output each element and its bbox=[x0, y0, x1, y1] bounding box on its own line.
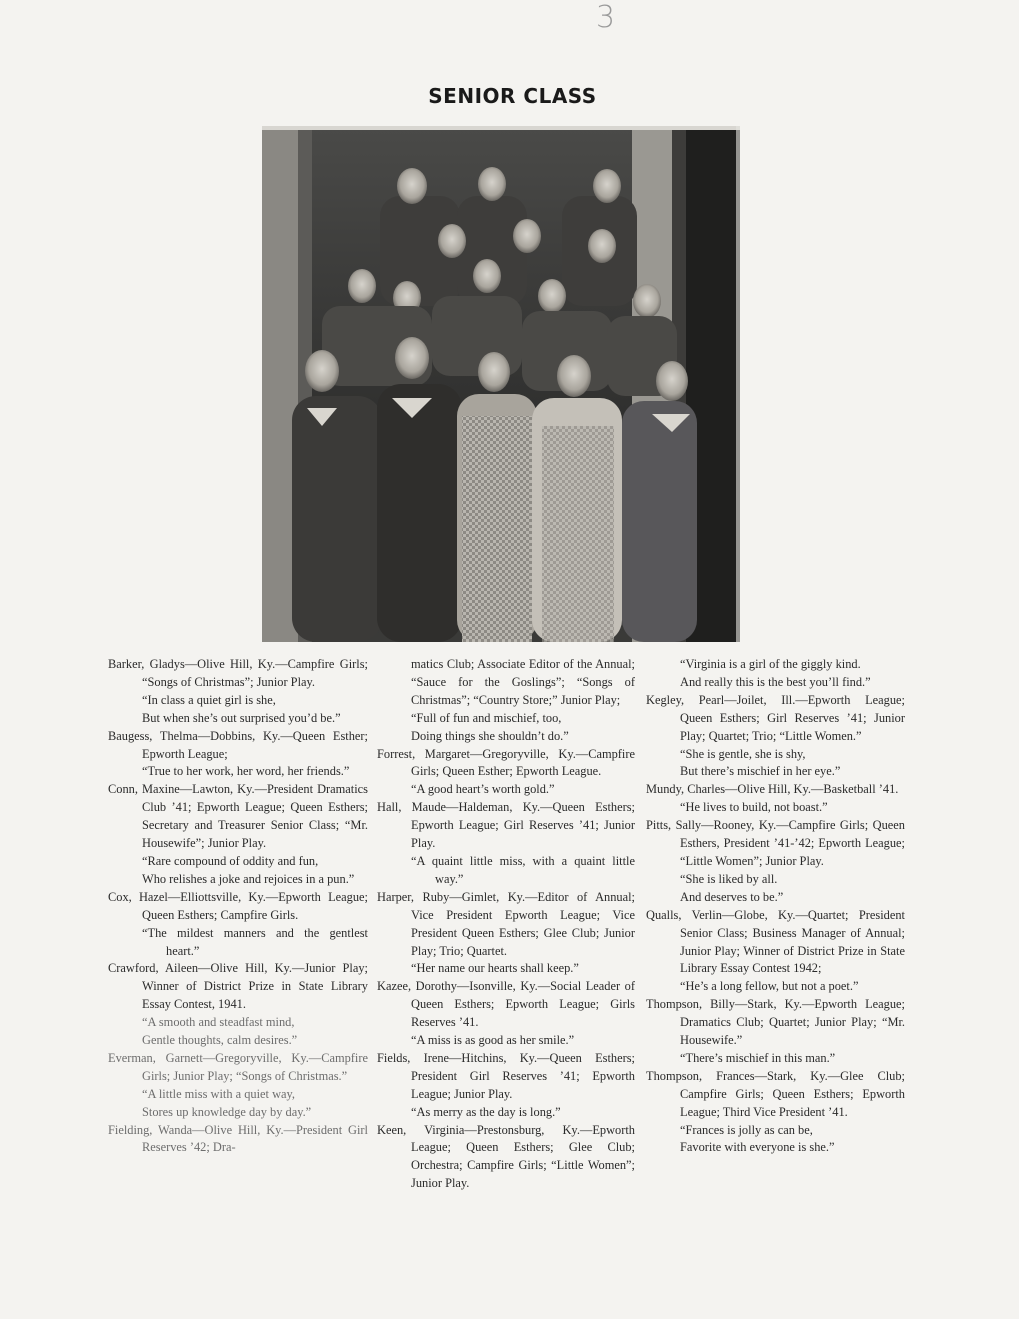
bio-entry-quote bbox=[108, 692, 368, 728]
quote-line: “A quaint little miss, with a quaint little way.” bbox=[411, 853, 635, 886]
bio-entry-head: Qualls, Verlin—Globe, Ky.—Quartet; President Senior Class; Business Manager of Annual; Junior Play; Winner of District Prize in State Library Essay Contest 1942; bbox=[646, 907, 905, 976]
bio-entry-quote bbox=[377, 1104, 635, 1122]
bio-entry-quote bbox=[646, 746, 905, 782]
bio-entry-quote bbox=[377, 710, 635, 746]
bio-entry-head: Everman, Garnett—Gregoryville, Ky.—Campfire Girls; Junior Play; “Songs of Christmas.” bbox=[108, 1050, 368, 1083]
bio-entry-quote bbox=[646, 1122, 905, 1158]
bio-entry bbox=[377, 978, 635, 1050]
bio-entry-head: Baugess, Thelma—Dobbins, Ky.—Queen Esther; Epworth League; bbox=[108, 728, 368, 761]
bio-entry-quote bbox=[377, 781, 635, 799]
quote-line: Gentle thoughts, calm desires.” bbox=[142, 1033, 298, 1048]
biography-columns bbox=[0, 656, 1019, 1316]
bio-entry-head: Mundy, Charles—Olive Hill, Ky.—Basketball ’41. bbox=[646, 782, 899, 797]
quote-line: And really this is the best you’ll find.” bbox=[680, 674, 871, 689]
bio-entry-head: Fielding, Wanda—Olive Hill, Ky.—President Girl Reserves ’42; Dra- bbox=[108, 1122, 368, 1155]
bio-entry-quote bbox=[108, 1014, 368, 1050]
quote-line: “He lives to build, not boast.” bbox=[680, 800, 828, 815]
quote-line: “She is gentle, she is shy, bbox=[680, 746, 806, 761]
bio-entry-quote bbox=[108, 925, 368, 961]
bio-entry-head: Kazee, Dorothy—Isonville, Ky.—Social Leader of Queen Esthers; Epworth League; Girls Reserves ’41. bbox=[377, 979, 635, 1030]
bio-entry-quote bbox=[646, 799, 905, 817]
bio-entry bbox=[377, 746, 635, 800]
bio-entry bbox=[108, 656, 368, 728]
page-title: SENIOR CLASS bbox=[428, 84, 597, 108]
bio-entry-quote bbox=[646, 656, 905, 692]
bio-entry-head: Hall, Maude—Haldeman, Ky.—Queen Esthers; Epworth League; Girl Reserves ’41; Junior Play. bbox=[377, 800, 635, 851]
bio-entry bbox=[108, 1122, 368, 1158]
bio-entry bbox=[646, 907, 905, 997]
bio-entry bbox=[108, 889, 368, 961]
bio-entry-quote bbox=[377, 960, 635, 978]
bio-entry bbox=[646, 817, 905, 907]
bio-entry-continuation: matics Club; Associate Editor of the Annual; “Sauce for the Goslings”; “Songs of Christmas”; “Country Store;” Junior Play; bbox=[411, 657, 635, 707]
column-2 bbox=[377, 656, 635, 1193]
bio-entry-quote bbox=[108, 1086, 368, 1122]
quote-line: “Rare compound of oddity and fun, bbox=[142, 853, 319, 868]
bio-entry-head: Keen, Virginia—Prestonsburg, Ky.—Epworth League; Queen Esthers; Glee Club; Orchestra; Campfire Girls; “Little Women”; Junior Play. bbox=[377, 1122, 635, 1191]
bio-entry-head: Conn, Maxine—Lawton, Ky.—President Dramatics Club ’41; Epworth League; Queen Esthers; Secretary and Treasurer Senior Class; “Mr. Housewife”; Junior Play. bbox=[108, 782, 368, 851]
bio-entry-head: Harper, Ruby—Gimlet, Ky.—Editor of Annual; Vice President Epworth League; Vice President Queen Esthers; Glee Club; Junior Play; Trio; Quartet. bbox=[377, 889, 635, 958]
bio-entry-quote bbox=[108, 763, 368, 781]
bio-entry bbox=[646, 1068, 905, 1158]
bio-entry-head: Thompson, Frances—Stark, Ky.—Glee Club; Campfire Girls; Queen Esthers; Epworth League; Third Vice President ’41. bbox=[646, 1068, 905, 1119]
quote-line: “Frances is jolly as can be, bbox=[680, 1122, 813, 1137]
quote-line: “A good heart’s worth gold.” bbox=[411, 782, 555, 797]
bio-entry-head: Kegley, Pearl—Joilet, Ill.—Epworth League; Queen Esthers; Girl Reserves ’41; Junior Play; Quartet; Trio; “Little Women.” bbox=[646, 692, 905, 743]
bio-entry bbox=[377, 799, 635, 889]
bio-entry-quote bbox=[108, 853, 368, 889]
quote-line: Doing things she shouldn’t do.” bbox=[411, 728, 569, 743]
bio-entry-quote bbox=[377, 1032, 635, 1050]
quote-line: “As merry as the day is long.” bbox=[411, 1104, 561, 1119]
class-group-photo bbox=[262, 126, 740, 642]
quote-line: “A miss is as good as her smile.” bbox=[411, 1033, 575, 1048]
bio-entry bbox=[108, 728, 368, 782]
bio-entry-head: Forrest, Margaret—Gregoryville, Ky.—Campfire Girls; Queen Esther; Epworth League. bbox=[377, 746, 635, 779]
quote-line: Who relishes a joke and rejoices in a pun.” bbox=[142, 871, 355, 886]
class-group-photo-icon bbox=[262, 126, 740, 642]
quote-line: And deserves to be.” bbox=[680, 889, 784, 904]
quote-line: “In class a quiet girl is she, bbox=[142, 692, 276, 707]
page-number: 3 bbox=[596, 0, 616, 35]
quote-line: Favorite with everyone is she.” bbox=[680, 1140, 835, 1155]
quote-line: “True to her work, her word, her friends.” bbox=[142, 764, 350, 779]
quote-line: Stores up knowledge day by day.” bbox=[142, 1104, 312, 1119]
quote-line: “There’s mischief in this man.” bbox=[680, 1050, 836, 1065]
bio-entry bbox=[646, 996, 905, 1068]
bio-entry bbox=[108, 960, 368, 1050]
column-3 bbox=[646, 656, 905, 1157]
quote-line: “Her name our hearts shall keep.” bbox=[411, 961, 579, 976]
quote-line: “Full of fun and mischief, too, bbox=[411, 710, 562, 725]
column-1 bbox=[108, 656, 368, 1157]
bio-entry-head: Pitts, Sally—Rooney, Ky.—Campfire Girls; Queen Esthers, President ’41-’42; Epworth League; “Little Women”; Junior Play. bbox=[646, 818, 905, 868]
bio-entry bbox=[377, 1122, 635, 1194]
bio-entry bbox=[377, 1050, 635, 1122]
bio-entry-head: Crawford, Aileen—Olive Hill, Ky.—Junior Play; Winner of District Prize in State Library Essay Contest, 1941. bbox=[108, 961, 368, 1012]
bio-entry bbox=[646, 692, 905, 782]
quote-line: “She is liked by all. bbox=[680, 871, 778, 886]
quote-line: “The mildest manners and the gentlest heart.” bbox=[142, 925, 368, 958]
bio-entry-head: Thompson, Billy—Stark, Ky.—Epworth League; Dramatics Club; Quartet; Junior Play; “Mr. Housewife.” bbox=[646, 997, 905, 1048]
bio-entry-head: Fields, Irene—Hitchins, Ky.—Queen Esthers; President Girl Reserves ’41; Epworth League; Junior Play. bbox=[377, 1050, 635, 1101]
bio-entry-quote bbox=[646, 1050, 905, 1068]
bio-entry-head: Barker, Gladys—Olive Hill, Ky.—Campfire Girls; “Songs of Christmas”; Junior Play. bbox=[108, 657, 368, 689]
bio-entry-quote bbox=[646, 978, 905, 996]
quote-line: “Virginia is a girl of the giggly kind. bbox=[680, 657, 861, 671]
bio-entry-head: Cox, Hazel—Elliottsville, Ky.—Epworth League; Queen Esthers; Campfire Girls. bbox=[108, 889, 368, 922]
quote-line: But when she’s out surprised you’d be.” bbox=[142, 710, 341, 725]
bio-entry-quote bbox=[646, 871, 905, 907]
bio-entry bbox=[108, 781, 368, 888]
quote-line: But there’s mischief in her eye.” bbox=[680, 764, 841, 779]
quote-line: “He’s a long fellow, but not a poet.” bbox=[680, 979, 859, 994]
bio-entry bbox=[108, 1050, 368, 1122]
bio-entry-quote bbox=[377, 853, 635, 889]
quote-line: “A smooth and steadfast mind, bbox=[142, 1015, 295, 1030]
bio-entry bbox=[377, 889, 635, 979]
bio-entry bbox=[646, 781, 905, 817]
quote-line: “A little miss with a quiet way, bbox=[142, 1086, 296, 1101]
